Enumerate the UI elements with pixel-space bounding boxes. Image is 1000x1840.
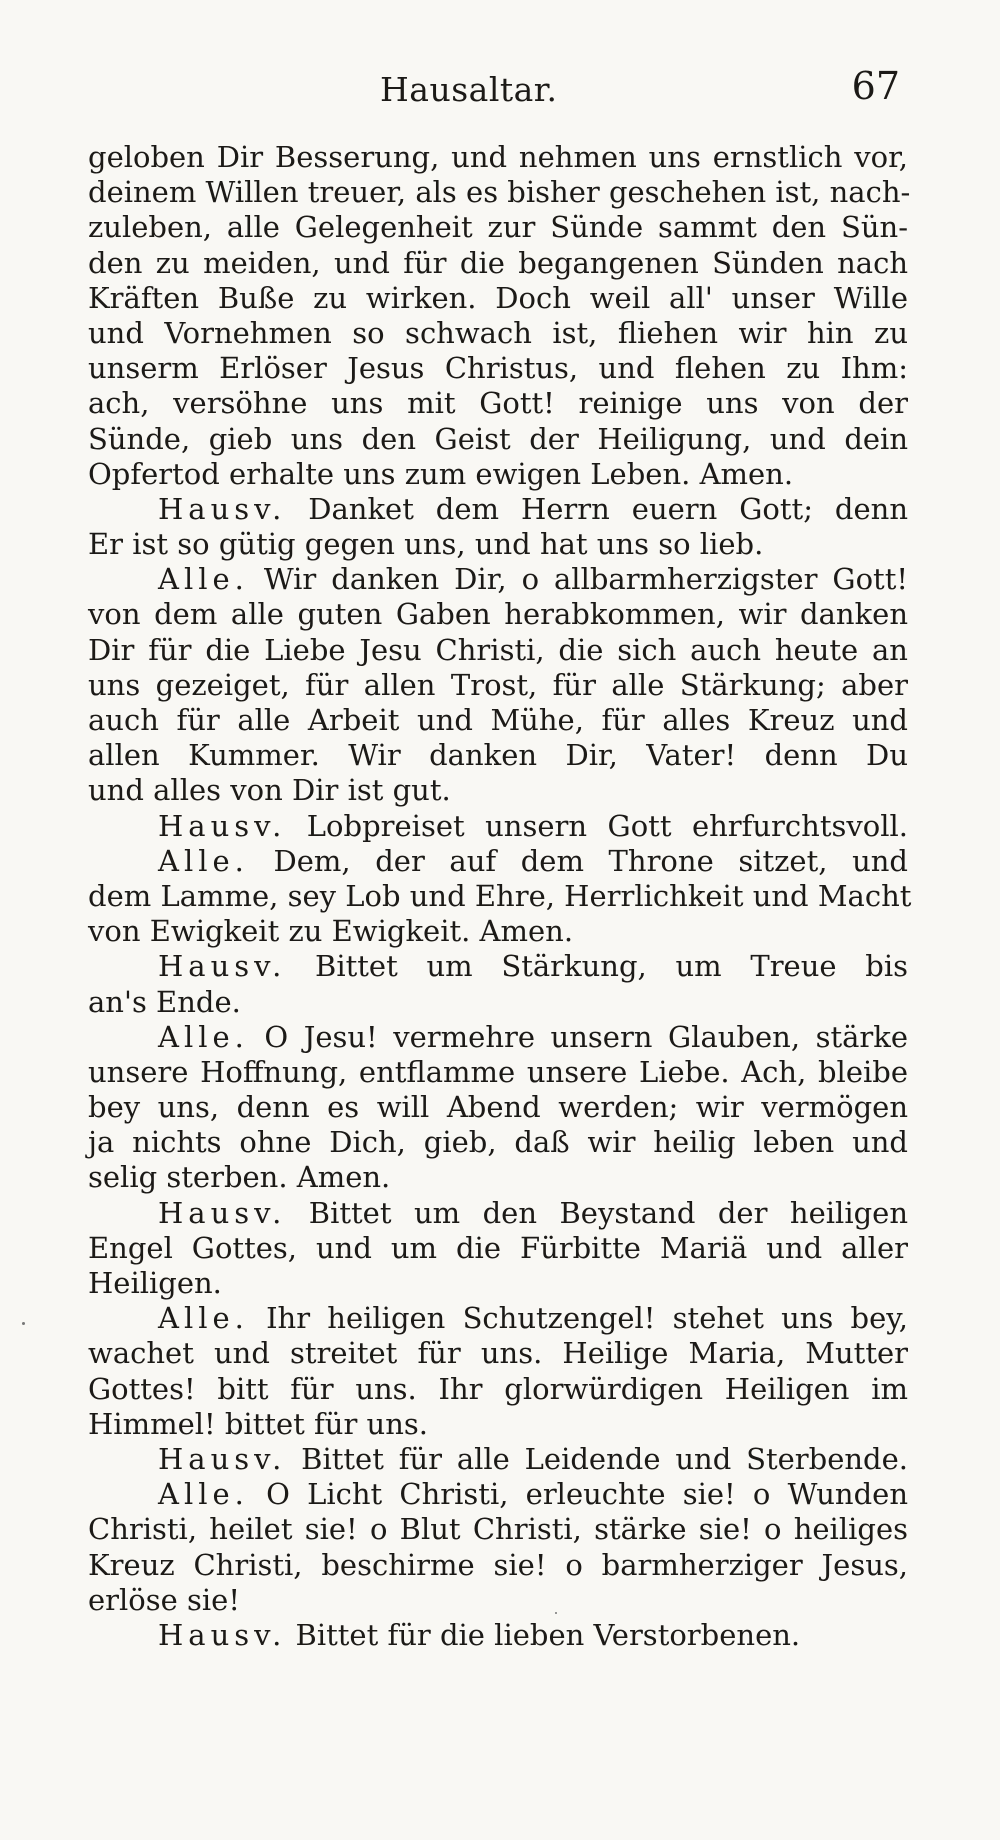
line-text: Dir für die Liebe Jesu Christi, die sich auch heute an — [88, 632, 908, 667]
line-text: Wir danken Dir, o allbarmherzigster Gott! — [248, 562, 908, 597]
text-line — [88, 1196, 908, 1231]
body-text — [88, 140, 912, 1653]
line-text: Dem, der auf dem Throne sitzet, und — [248, 843, 908, 878]
line-text: Sünde, gieb uns den Geist der Heiligung, und dein — [88, 421, 908, 456]
text-line — [88, 316, 908, 351]
text-line — [88, 703, 908, 738]
line-text: Gottes! bitt für uns. Ihr glorwürdigen Heiligen im — [88, 1371, 908, 1406]
line-text: an's Ende. — [88, 984, 241, 1019]
speaker-label: Alle. — [158, 843, 249, 878]
line-text: Bittet um Stärkung, um Treue bis — [286, 949, 908, 984]
text-line — [88, 1055, 908, 1090]
speaker-label: Hausv. — [158, 491, 287, 526]
line-text: selig sterben. Amen. — [88, 1160, 391, 1195]
text-line — [88, 1301, 908, 1336]
line-text: erlöse sie! — [88, 1582, 240, 1617]
speaker-label: Hausv. — [158, 808, 287, 843]
line-text: zuleben, alle Gelegenheit zur Sünde sammt den Sün- — [88, 210, 908, 245]
text-line — [88, 1372, 908, 1407]
text-line — [88, 633, 908, 668]
text-line — [88, 878, 912, 914]
line-text: ach, versöhne uns mit Gott! reinige uns von der — [88, 386, 908, 421]
text-line — [88, 985, 908, 1020]
line-text: Engel Gottes, und um die Fürbitte Mariä und aller — [88, 1230, 908, 1265]
text-line — [88, 281, 908, 316]
paper-speck — [555, 1612, 557, 1614]
text-line — [88, 668, 908, 703]
line-text: Ihr heiligen Schutzengel! stehet uns bey, — [248, 1301, 908, 1336]
text-line — [88, 457, 908, 492]
paper-speck — [22, 1322, 25, 1325]
text-line — [88, 844, 908, 879]
line-text: und alles von Dir ist gut. — [88, 773, 451, 808]
text-line — [88, 1125, 908, 1160]
line-text: Kräften Buße zu wirken. Doch weil all' unser Wille — [88, 280, 908, 315]
speaker-label: Hausv. — [158, 1441, 287, 1476]
line-text: Himmel! bittet für uns. — [88, 1406, 428, 1441]
speaker-label: Alle. — [158, 562, 249, 597]
line-text: deinem Willen treuer, als es bisher geschehen ist, nach- — [88, 175, 911, 210]
text-line — [88, 175, 911, 210]
line-text: Bittet für alle Leidende und Sterbende. — [286, 1441, 908, 1476]
text-line — [88, 246, 908, 281]
text-line — [88, 1442, 908, 1477]
speaker-label: Alle. — [158, 1477, 249, 1512]
text-line — [88, 210, 908, 245]
text-line — [88, 773, 908, 808]
line-text: Heiligen. — [88, 1266, 222, 1300]
line-text: dem Lamme, sey Lob und Ehre, Herrlichkeit und Macht — [88, 878, 912, 913]
text-line — [88, 1548, 908, 1583]
line-text: unsere Hoffnung, entflamme unsere Liebe. Ach, bleibe — [88, 1054, 908, 1089]
text-line — [88, 949, 908, 984]
text-line — [88, 1266, 908, 1301]
line-text: Opfertod erhalte uns zum ewigen Leben. Amen. — [88, 456, 794, 491]
text-line — [88, 1020, 908, 1055]
text-line — [88, 1477, 908, 1512]
text-line — [88, 1231, 908, 1266]
speaker-label: Hausv. — [158, 949, 287, 984]
text-line — [88, 492, 908, 527]
text-line — [88, 1090, 908, 1125]
line-text: Bittet um den Beystand der heiligen — [286, 1195, 908, 1230]
line-text: O Jesu! vermehre unsern Glauben, stärke — [248, 1019, 908, 1054]
text-line — [88, 562, 908, 597]
text-line — [88, 914, 908, 949]
running-title: Hausaltar. — [380, 70, 558, 109]
line-text: Danket dem Herrn euern Gott; denn — [286, 491, 908, 526]
line-text: den zu meiden, und für die begangenen Sünden nach — [88, 245, 908, 280]
line-text: bey uns, denn es will Abend werden; wir vermögen — [88, 1090, 908, 1125]
speaker-label: Alle. — [158, 1301, 249, 1336]
line-text: Christi, heilet sie! o Blut Christi, stärke sie! o heiliges — [88, 1512, 908, 1547]
speaker-label: Alle. — [158, 1019, 249, 1054]
line-text: und Vornehmen so schwach ist, fliehen wir hin zu — [88, 315, 908, 350]
text-line — [88, 1160, 908, 1195]
line-text: geloben Dir Besserung, und nehmen uns ernstlich vor, — [88, 140, 908, 174]
line-text: Er ist so gütig gegen uns, und hat uns so lieb. — [88, 527, 764, 562]
text-line — [88, 1618, 908, 1653]
text-line — [88, 738, 908, 773]
line-text: ja nichts ohne Dich, gieb, daß wir heilig leben und — [88, 1125, 908, 1160]
text-line — [88, 1512, 908, 1547]
line-text: wachet und streitet für uns. Heilige Maria, Mutter — [88, 1336, 908, 1371]
running-head — [0, 60, 1000, 120]
text-line — [88, 597, 908, 632]
speaker-label: Hausv. — [158, 1617, 287, 1652]
line-text: Lobpreiset unsern Gott ehrfurchtsvoll. — [286, 808, 908, 843]
line-text: Bittet für die lieben Verstorbenen. — [286, 1617, 801, 1652]
text-line — [88, 1583, 908, 1618]
page-number: 67 — [851, 64, 900, 108]
text-line — [88, 140, 908, 175]
line-text: auch für alle Arbeit und Mühe, für alles Kreuz und — [88, 703, 908, 737]
line-text: von Ewigkeit zu Ewigkeit. Amen. — [88, 914, 574, 949]
text-line — [88, 1336, 908, 1371]
line-text: allen Kummer. Wir danken Dir, Vater! denn Du — [88, 738, 908, 773]
text-line — [88, 809, 908, 844]
speaker-label: Hausv. — [158, 1195, 287, 1230]
line-text: O Licht Christi, erleuchte sie! o Wunden — [248, 1477, 908, 1512]
line-text: unserm Erlöser Jesus Christus, und flehen zu Ihm: — [88, 351, 908, 386]
text-line — [88, 351, 908, 386]
line-text: von dem alle guten Gaben herabkommen, wir danken — [88, 597, 908, 632]
text-line — [88, 386, 908, 421]
text-line — [88, 422, 908, 457]
text-line — [88, 527, 908, 562]
line-text: uns gezeiget, für allen Trost, für alle Stärkung; aber — [88, 667, 908, 702]
line-text: Kreuz Christi, beschirme sie! o barmherziger Jesus, — [88, 1547, 908, 1582]
text-line — [88, 1407, 908, 1442]
